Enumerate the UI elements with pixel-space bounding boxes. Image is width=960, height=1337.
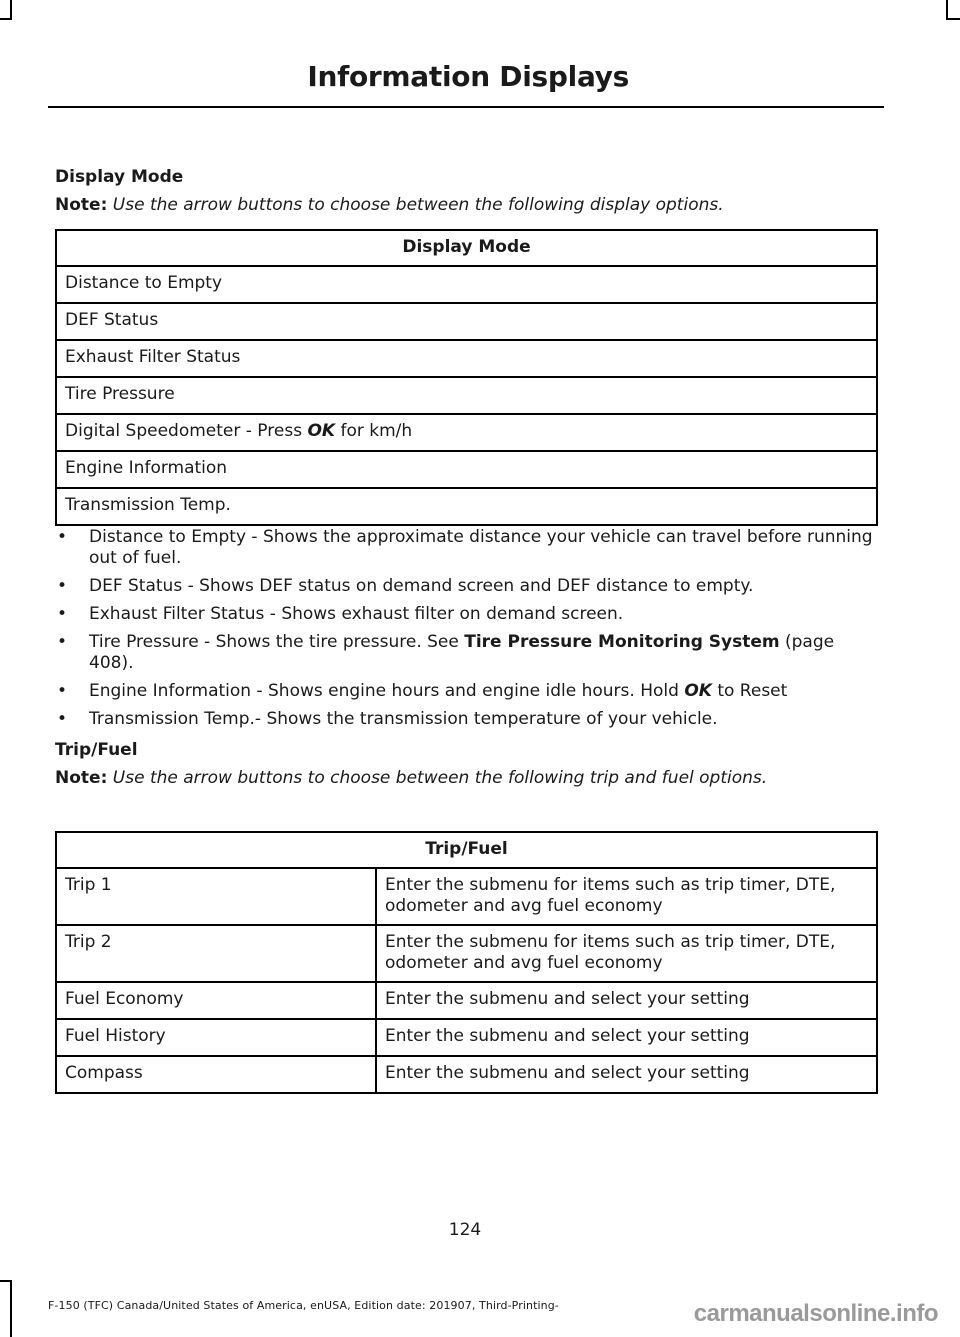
crop-mark-top-right: [946, 0, 948, 20]
crop-mark-bottom-left-h: [0, 1280, 12, 1282]
bullet-text: DEF Status - Shows DEF status on demand screen and DEF distance to empty.: [89, 576, 754, 596]
table-header: Display Mode: [56, 230, 877, 266]
table-row: DEF Status: [56, 303, 877, 340]
table-cell-desc: Enter the submenu and select your setting: [376, 1056, 877, 1093]
table-row: Engine Information: [56, 451, 877, 488]
page-number: 124: [448, 1220, 482, 1240]
watermark-logo: carmanualsonline.info: [693, 1300, 938, 1327]
bullet-text: (page 408).: [89, 632, 835, 673]
ok-emphasis: OK: [684, 681, 712, 701]
list-item: • Tire Pressure - Shows the tire pressure. See Tire Pressure Monitoring System (page 408).: [57, 632, 835, 673]
display-mode-bullets: [55, 527, 878, 737]
footer-edition: F-150 (TFC) Canada/United States of America, enUSA, Edition date: 201907, Third-Printing-: [48, 1299, 559, 1312]
table-cell-item: Fuel Economy: [56, 982, 376, 1019]
table-cell-desc: Enter the submenu for items such as trip timer, DTE, odometer and avg fuel economy: [376, 925, 877, 982]
row-text: for km/h: [335, 421, 413, 441]
table-row: Tire Pressure: [56, 377, 877, 414]
crop-mark-top-right-h: [946, 18, 960, 20]
table-row: Exhaust Filter Status: [56, 340, 877, 377]
bullet-text: Engine Information - Shows engine hours and engine idle hours. Hold: [89, 681, 685, 701]
trip-fuel-table: [55, 831, 878, 1094]
header-divider: [48, 106, 884, 108]
page-header-title: Information Displays: [307, 60, 629, 93]
display-mode-table-wrap: [55, 229, 878, 526]
list-item: • Transmission Temp.- Shows the transmission temperature of your vehicle.: [57, 709, 718, 729]
list-item: • Exhaust Filter Status - Shows exhaust filter on demand screen.: [57, 604, 624, 624]
list-item: • Engine Information - Shows engine hours and engine idle hours. Hold OK to Reset: [57, 681, 788, 701]
display-mode-note: [55, 195, 878, 215]
note-text: Use the arrow buttons to choose between the following display options.: [112, 195, 724, 215]
table-cell-item: Trip 2: [56, 925, 376, 982]
crop-mark-top-left: [10, 0, 12, 20]
note-text: Use the arrow buttons to choose between the following trip and fuel options.: [112, 768, 768, 788]
table-row: Distance to Empty: [56, 266, 877, 303]
section-heading-trip-fuel: Trip/Fuel: [55, 740, 138, 760]
trip-fuel-section: [55, 740, 878, 788]
trip-fuel-note: [55, 768, 878, 788]
trip-fuel-table-wrap: [55, 831, 878, 1094]
bullet-text: Distance to Empty - Shows the approximate distance your vehicle can travel before running out of fuel.: [89, 527, 873, 568]
list-item: • DEF Status - Shows DEF status on demand screen and DEF distance to empty.: [57, 576, 754, 596]
bullet-text: Transmission Temp.- Shows the transmission temperature of your vehicle.: [89, 709, 718, 729]
row-text: Digital Speedometer - Press: [65, 421, 308, 441]
crop-mark-top-left-h: [0, 18, 12, 20]
table-cell-desc: Enter the submenu and select your setting: [376, 1019, 877, 1056]
table-cell-desc: Enter the submenu and select your setting: [376, 982, 877, 1019]
table-cell-desc: Enter the submenu for items such as trip timer, DTE, odometer and avg fuel economy: [376, 868, 877, 925]
display-mode-section: [55, 167, 878, 215]
table-row: Transmission Temp.: [56, 488, 877, 525]
cross-reference-link[interactable]: Tire Pressure Monitoring System: [464, 632, 780, 652]
table-row: [56, 414, 877, 451]
note-label: Note:: [55, 195, 108, 215]
table-cell-item: Compass: [56, 1056, 376, 1093]
display-mode-table: [55, 229, 878, 526]
list-item: • Distance to Empty - Shows the approximate distance your vehicle can travel before running out of fuel.: [57, 527, 873, 568]
table-header: Trip/Fuel: [56, 832, 877, 868]
note-label: Note:: [55, 768, 108, 788]
ok-emphasis: OK: [307, 421, 336, 441]
bullet-text: Tire Pressure - Shows the tire pressure. See: [89, 632, 465, 652]
table-cell-item: Trip 1: [56, 868, 376, 925]
crop-mark-bottom-left: [10, 1280, 12, 1337]
bullet-text: to Reset: [711, 681, 788, 701]
bullet-text: Exhaust Filter Status - Shows exhaust filter on demand screen.: [89, 604, 624, 624]
section-heading-display-mode: Display Mode: [55, 167, 184, 187]
table-cell-item: Fuel History: [56, 1019, 376, 1056]
